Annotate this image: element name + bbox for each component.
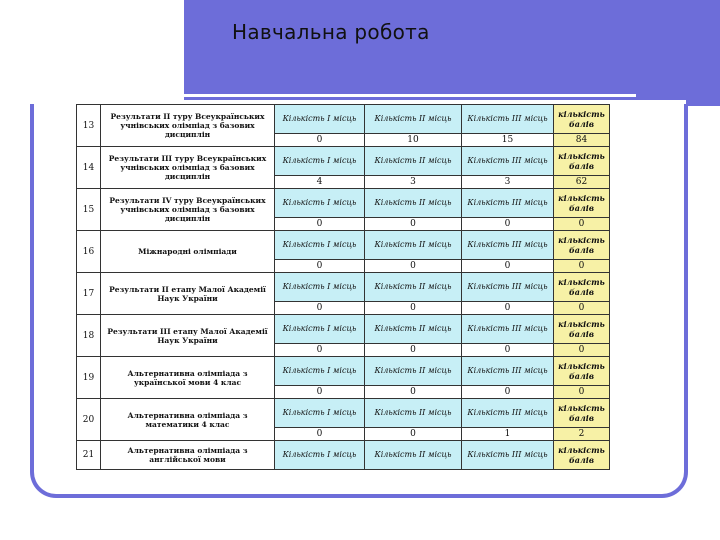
place-count-header-cell: Кількість I місць — [275, 105, 365, 134]
place-count-value-cell: 0 — [462, 260, 554, 273]
place-count-value-cell: 0 — [365, 344, 462, 357]
points-header-cell: кількість балів — [554, 231, 610, 260]
place-count-header-cell: Кількість II місць — [365, 105, 462, 134]
points-header-cell: кількість балів — [554, 147, 610, 176]
place-count-header-cell: Кількість II місць — [365, 399, 462, 428]
place-count-value-cell: 0 — [365, 260, 462, 273]
table-row — [77, 441, 610, 470]
place-count-value-cell: 0 — [275, 386, 365, 399]
place-count-header-cell: Кількість II місць — [365, 357, 462, 386]
place-count-value-cell: 0 — [462, 386, 554, 399]
place-count-header-cell: Кількість I місць — [275, 273, 365, 302]
table-row — [77, 105, 610, 134]
place-count-value-cell: 0 — [462, 344, 554, 357]
place-count-header-cell: Кількість III місць — [462, 273, 554, 302]
title-bar-cutout — [0, 0, 184, 100]
row-number: 14 — [77, 147, 101, 189]
row-description: Альтернативна олімпіада з математики 4 клас — [101, 399, 275, 441]
place-count-header-cell: Кількість III місць — [462, 231, 554, 260]
points-value-cell: 0 — [554, 344, 610, 357]
place-count-header-cell: Кількість I місць — [275, 189, 365, 218]
place-count-value-cell: 0 — [275, 344, 365, 357]
slide-title: Навчальна робота — [232, 20, 430, 44]
points-value-cell: 0 — [554, 386, 610, 399]
row-number: 17 — [77, 273, 101, 315]
place-count-header-cell: Кількість I місць — [275, 231, 365, 260]
points-value-cell: 0 — [554, 260, 610, 273]
place-count-header-cell: Кількість III місць — [462, 189, 554, 218]
place-count-value-cell: 0 — [365, 428, 462, 441]
side-accent-bar — [686, 10, 720, 106]
table-row — [77, 189, 610, 218]
row-description: Результати II туру Всеукраїнських учнівських олімпіад з базових дисциплін — [101, 105, 275, 147]
row-description: Результати IV туру Всеукраїнських учнівських олімпіад з базових дисциплін — [101, 189, 275, 231]
row-number: 20 — [77, 399, 101, 441]
place-count-header-cell: Кількість III місць — [462, 315, 554, 344]
points-header-cell: кількість балів — [554, 441, 610, 470]
place-count-value-cell: 0 — [462, 302, 554, 315]
place-count-value-cell: 4 — [275, 176, 365, 189]
place-count-header-cell: Кількість I місць — [275, 315, 365, 344]
place-count-value-cell: 0 — [365, 302, 462, 315]
place-count-header-cell: Кількість II місць — [365, 273, 462, 302]
table-row — [77, 147, 610, 176]
row-description: Альтернативна олімпіада з англійської мови — [101, 441, 275, 470]
place-count-value-cell: 0 — [365, 386, 462, 399]
table-row — [77, 231, 610, 260]
points-value-cell: 62 — [554, 176, 610, 189]
place-count-value-cell: 0 — [275, 428, 365, 441]
place-count-header-cell: Кількість III місць — [462, 399, 554, 428]
place-count-header-cell: Кількість III місць — [462, 147, 554, 176]
table-row — [77, 357, 610, 386]
place-count-value-cell: 0 — [275, 134, 365, 147]
place-count-header-cell: Кількість I місць — [275, 147, 365, 176]
row-number: 15 — [77, 189, 101, 231]
place-count-header-cell: Кількість I місць — [275, 441, 365, 470]
place-count-value-cell: 15 — [462, 134, 554, 147]
row-description: Результати II етапу Малої Академії Наук України — [101, 273, 275, 315]
place-count-value-cell: 0 — [275, 260, 365, 273]
points-value-cell: 2 — [554, 428, 610, 441]
place-count-header-cell: Кількість II місць — [365, 189, 462, 218]
place-count-header-cell: Кількість I місць — [275, 399, 365, 428]
points-value-cell: 0 — [554, 218, 610, 231]
points-header-cell: кількість балів — [554, 399, 610, 428]
place-count-header-cell: Кількість II місць — [365, 147, 462, 176]
row-description: Міжнародні олімпіади — [101, 231, 275, 273]
olympiad-results-table — [76, 104, 610, 470]
row-number: 19 — [77, 357, 101, 399]
place-count-header-cell: Кількість I місць — [275, 357, 365, 386]
place-count-value-cell: 0 — [462, 218, 554, 231]
row-description: Результати III туру Всеукраїнських учнівських олімпіад з базових дисциплін — [101, 147, 275, 189]
place-count-value-cell: 3 — [365, 176, 462, 189]
place-count-header-cell: Кількість III місць — [462, 357, 554, 386]
table-row — [77, 399, 610, 428]
points-value-cell: 84 — [554, 134, 610, 147]
title-underline — [0, 94, 636, 97]
place-count-header-cell: Кількість II місць — [365, 315, 462, 344]
place-count-header-cell: Кількість III місць — [462, 441, 554, 470]
table-row — [77, 273, 610, 302]
points-header-cell: кількість балів — [554, 189, 610, 218]
table-row — [77, 315, 610, 344]
place-count-value-cell: 0 — [275, 302, 365, 315]
place-count-value-cell: 1 — [462, 428, 554, 441]
place-count-value-cell: 10 — [365, 134, 462, 147]
points-header-cell: кількість балів — [554, 273, 610, 302]
place-count-value-cell: 0 — [365, 218, 462, 231]
place-count-header-cell: Кількість III місць — [462, 105, 554, 134]
place-count-value-cell: 3 — [462, 176, 554, 189]
row-number: 18 — [77, 315, 101, 357]
row-number: 21 — [77, 441, 101, 470]
row-number: 13 — [77, 105, 101, 147]
place-count-header-cell: Кількість II місць — [365, 441, 462, 470]
place-count-header-cell: Кількість II місць — [365, 231, 462, 260]
row-description: Альтернативна олімпіада з української мови 4 клас — [101, 357, 275, 399]
points-header-cell: кількість балів — [554, 315, 610, 344]
row-description: Результати III етапу Малої Академії Наук України — [101, 315, 275, 357]
place-count-value-cell: 0 — [275, 218, 365, 231]
table-body — [77, 105, 610, 470]
points-header-cell: кількість балів — [554, 357, 610, 386]
points-header-cell: кількість балів — [554, 105, 610, 134]
points-value-cell: 0 — [554, 302, 610, 315]
row-number: 16 — [77, 231, 101, 273]
